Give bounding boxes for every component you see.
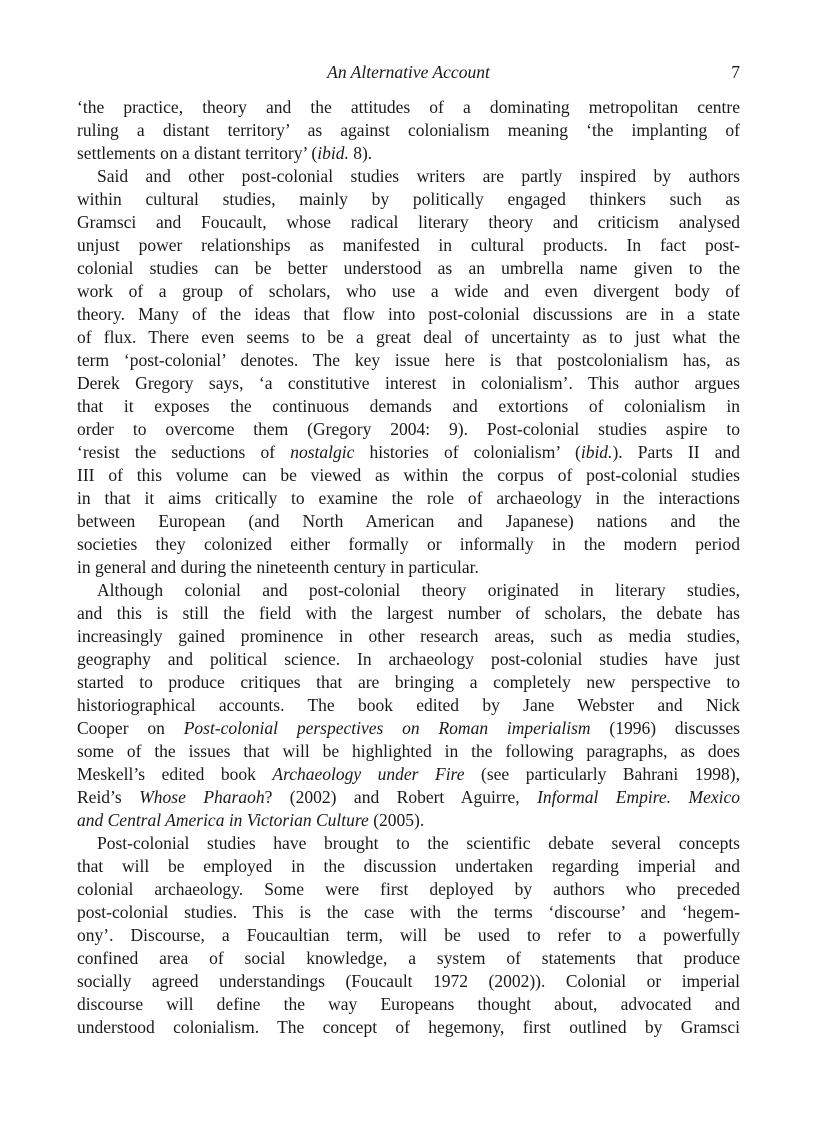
text-line — [77, 556, 740, 579]
text-segment: Gramsci and Foucault, whose radical literary theory and criticism analysed — [77, 212, 740, 232]
text-segment: settlements on a distant territory’ ( — [77, 143, 318, 163]
text-line — [77, 602, 740, 625]
text-line — [77, 257, 740, 280]
text-segment: 8). — [348, 143, 373, 163]
text-segment: colonial archaeology. Some were first deployed by authors who preceded — [77, 879, 740, 899]
text-line — [77, 648, 740, 671]
text-segment: ruling a distant territory’ as against colonialism meaning ‘the implanting of — [77, 120, 740, 140]
text-segment: and this is still the field with the largest number of scholars, the debate has — [77, 603, 740, 623]
text-segment: between European (and North American and Japanese) nations and the — [77, 511, 740, 531]
text-segment: Reid’s — [77, 787, 140, 807]
text-line — [77, 947, 740, 970]
paragraph — [77, 96, 740, 165]
text-line — [77, 993, 740, 1016]
text-segment: histories of colonialism’ ( — [354, 442, 581, 462]
running-title: An Alternative Account — [327, 62, 490, 82]
text-segment: Post-colonial studies have brought to the scientific debate several concepts — [97, 833, 740, 853]
text-line — [77, 510, 740, 533]
text-segment: historiographical accounts. The book edited by Jane Webster and Nick — [77, 695, 740, 715]
text-line — [77, 878, 740, 901]
text-segment: term ‘post-colonial’ denotes. The key issue here is that postcolonialism has, as — [77, 350, 740, 370]
page-number: 7 — [731, 62, 740, 82]
text-line — [77, 142, 740, 165]
text-line — [77, 717, 740, 740]
text-segment: unjust power relationships as manifested in cultural products. In fact post- — [77, 235, 740, 255]
italic-text: Whose Pharaoh — [139, 787, 265, 807]
text-segment: in that it aims critically to examine the role of archaeology in the interactions — [77, 488, 740, 508]
text-segment: that will be employed in the discussion undertaken regarding imperial and — [77, 856, 740, 876]
text-segment: societies they colonized either formally or informally in the modern period — [77, 534, 740, 554]
text-line — [77, 418, 740, 441]
text-line — [77, 533, 740, 556]
text-line — [77, 809, 740, 832]
text-line — [77, 165, 740, 188]
text-line — [77, 326, 740, 349]
text-line — [77, 1016, 740, 1039]
paragraph — [77, 832, 740, 1039]
text-line — [77, 211, 740, 234]
text-segment: III of this volume can be viewed as within the corpus of post-colonial studies — [77, 465, 740, 485]
text-segment: ‘the practice, theory and the attitudes of a dominating metropolitan centre — [77, 97, 740, 117]
text-segment: theory. Many of the ideas that flow into post-colonial discussions are in a state — [77, 304, 740, 324]
text-line — [77, 786, 740, 809]
text-line — [77, 188, 740, 211]
text-line — [77, 441, 740, 464]
italic-text: and Central America in Victorian Culture — [77, 810, 369, 830]
text-segment: within cultural studies, mainly by politically engaged thinkers such as — [77, 189, 740, 209]
text-segment: ‘resist the seductions of — [77, 442, 291, 462]
text-segment: started to produce critiques that are bringing a completely new perspective to — [77, 672, 740, 692]
text-segment: post-colonial studies. This is the case with the terms ‘discourse’ and ‘hegem- — [77, 902, 740, 922]
text-line — [77, 924, 740, 947]
paragraph — [77, 165, 740, 579]
text-line — [77, 579, 740, 602]
text-segment: ? (2002) and Robert Aguirre, — [264, 787, 538, 807]
text-segment: (see particularly Bahrani 1998), — [464, 764, 741, 784]
text-segment: (2005). — [368, 810, 425, 830]
text-segment: that it exposes the continuous demands and extortions of colonialism in — [77, 396, 740, 416]
text-line — [77, 901, 740, 924]
text-line — [77, 694, 740, 717]
text-segment: understood colonialism. The concept of hegemony, first outlined by Gramsci — [77, 1017, 740, 1037]
text-segment: confined area of social knowledge, a system of statements that produce — [77, 948, 740, 968]
italic-text: ibid. — [580, 442, 613, 462]
text-segment: of flux. There even seems to be a great deal of uncertainty as to just what the — [77, 327, 740, 347]
text-segment: Although colonial and post-colonial theory originated in literary studies, — [97, 580, 740, 600]
italic-text: ibid. — [317, 143, 349, 163]
text-line — [77, 464, 740, 487]
text-line — [77, 671, 740, 694]
italic-text: Informal Empire. Mexico — [537, 787, 740, 807]
body-text — [77, 96, 740, 1039]
text-line — [77, 487, 740, 510]
text-segment: some of the issues that will be highlighted in the following paragraphs, as does — [77, 741, 740, 761]
text-line — [77, 625, 740, 648]
text-line — [77, 763, 740, 786]
text-line — [77, 855, 740, 878]
text-segment: geography and political science. In archaeology post-colonial studies have just — [77, 649, 740, 669]
text-segment: Said and other post-colonial studies writers are partly inspired by authors — [97, 166, 740, 186]
text-line — [77, 234, 740, 257]
text-line — [77, 832, 740, 855]
text-segment: Meskell’s edited book — [77, 764, 273, 784]
text-segment: in general and during the nineteenth century in particular. — [77, 557, 479, 577]
text-segment: socially agreed understandings (Foucault 1972 (2002)). Colonial or imperial — [77, 971, 740, 991]
text-segment: discourse will define the way Europeans thought about, advocated and — [77, 994, 740, 1014]
text-segment: ony’. Discourse, a Foucaultian term, will be used to refer to a powerfully — [77, 925, 740, 945]
running-head — [77, 62, 740, 86]
text-segment: Derek Gregory says, ‘a constitutive interest in colonialism’. This author argues — [77, 373, 740, 393]
text-segment: Cooper on — [77, 718, 184, 738]
text-line — [77, 349, 740, 372]
text-line — [77, 970, 740, 993]
text-segment: colonial studies can be better understood as an umbrella name given to the — [77, 258, 740, 278]
text-segment: work of a group of scholars, who use a wide and even divergent body of — [77, 281, 740, 301]
text-line — [77, 395, 740, 418]
text-segment: increasingly gained prominence in other research areas, such as media studies, — [77, 626, 740, 646]
text-segment: (1996) discusses — [590, 718, 740, 738]
text-line — [77, 96, 740, 119]
italic-text: Archaeology under Fire — [272, 764, 465, 784]
text-line — [77, 280, 740, 303]
text-segment: order to overcome them (Gregory 2004: 9). Post-colonial studies aspire to — [77, 419, 740, 439]
italic-text: Post-colonial perspectives on Roman imperialism — [183, 718, 591, 738]
text-line — [77, 119, 740, 142]
text-line — [77, 740, 740, 763]
italic-text: nostalgic — [290, 442, 355, 462]
text-line — [77, 372, 740, 395]
paragraph — [77, 579, 740, 832]
text-segment: ). Parts II and — [612, 442, 740, 462]
text-line — [77, 303, 740, 326]
